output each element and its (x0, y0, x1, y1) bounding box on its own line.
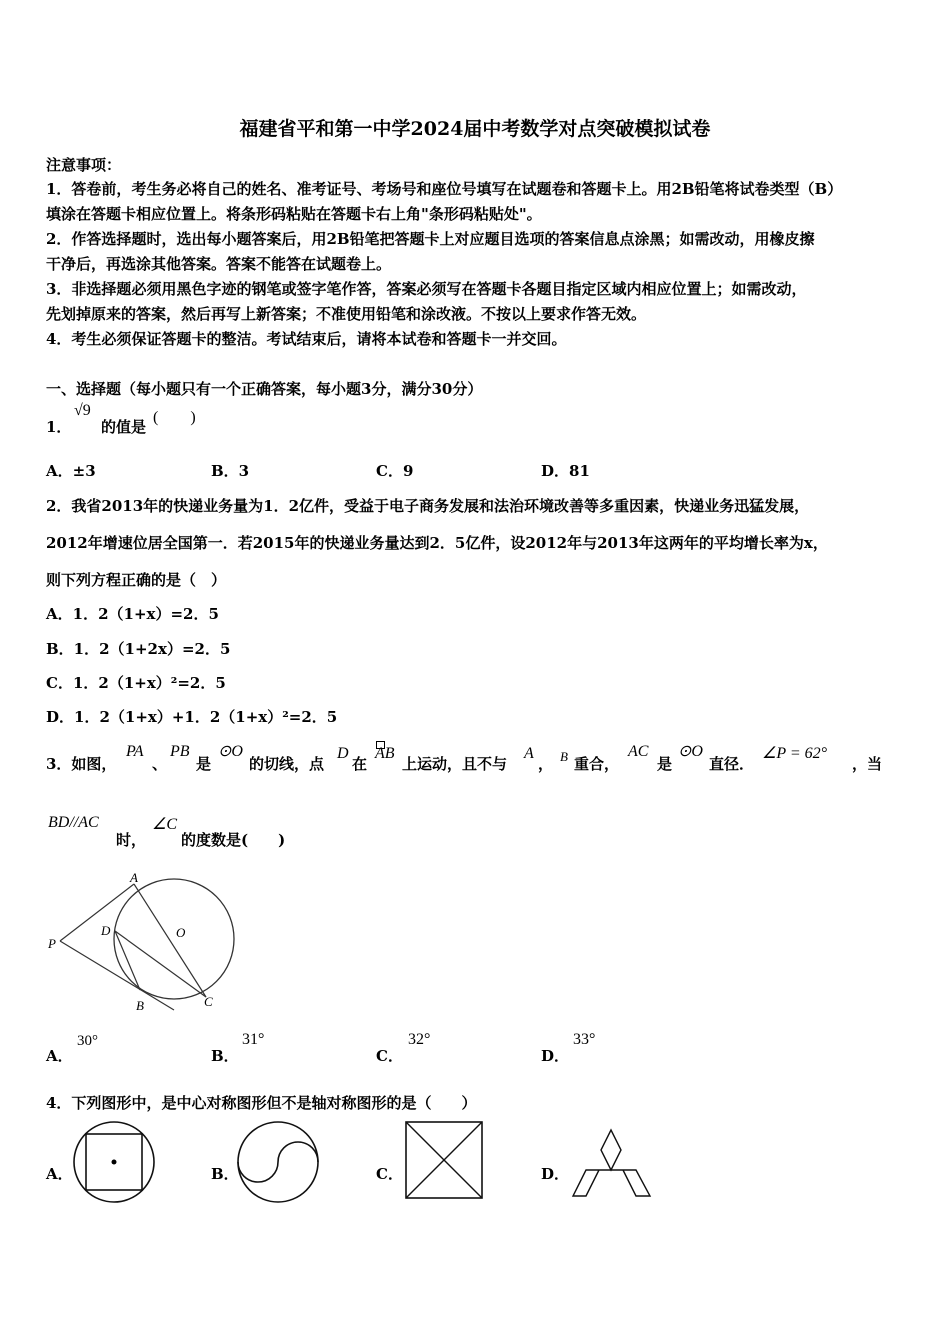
q3-circle-o: ⊙O (678, 743, 703, 760)
q3-angle-p: ∠P = 62° (762, 745, 828, 762)
q1-paren: ( ) (153, 409, 196, 426)
q1-radical: √9 (74, 402, 91, 419)
q2-option-b: B．1．2（1+2x）=2．5 (46, 640, 231, 658)
q4-option-c-letter: C． (376, 1165, 403, 1183)
circle-o (114, 879, 234, 999)
q2-stem-line: 2012年增速位居全国第一．若2015年的快递业务量达到2．5亿件，设2012年与2013年这两年的平均增长率为x， (46, 534, 828, 552)
section-heading: 一、选择题（每小题只有一个正确答案，每小题3分，满分30分） (46, 380, 483, 398)
yin-yang-curve-icon (236, 1120, 320, 1204)
q3-text: 是 (657, 755, 673, 773)
arc-mark-icon (376, 741, 385, 749)
notice-line: 3．非选择题必须用黑色字迹的钢笔或签字笔作答，答案必须写在答题卡各题目指定区域内相应位置上；如需改动， (46, 280, 807, 298)
label-o: O (176, 925, 186, 940)
label-c: C (204, 994, 213, 1009)
q2-stem-line: 2．我省2013年的快递业务量为1．2亿件，受益于电子商务发展和法治环境改善等多重因素，快递业务迅猛发展， (46, 497, 810, 515)
q3-option-b-letter: B． (211, 1047, 239, 1065)
q3-text: 上运动，且不与 (402, 755, 508, 773)
q4-option-d-letter: D． (541, 1165, 570, 1183)
label-p: P (48, 936, 56, 951)
q1-stem: 的值是 (101, 418, 147, 436)
q3-option-d-value: 33° (573, 1031, 596, 1048)
q3-option-c-letter: C． (376, 1047, 403, 1065)
square-diagonals-icon (405, 1121, 485, 1201)
q3-figure (40, 868, 250, 1018)
q3-comma: ， (538, 755, 554, 773)
q3-bd-ac: BD//AC (48, 814, 99, 831)
tangent-pa (60, 884, 134, 941)
notice-line: 1．答卷前，考生务必将自己的姓名、准考证号、考场号和座位号填写在试题卷和答题卡上。用2B铅笔将试卷类型（B） (46, 180, 843, 198)
q3-text: ，当 (852, 755, 883, 773)
q2-option-d: D．1．2（1+x）+1．2（1+x）²=2．5 (46, 708, 338, 726)
q3-sep: 、 (152, 755, 168, 773)
page-title: 福建省平和第一中学2024届中考数学对点突破模拟试卷 (239, 118, 711, 140)
q3-text: 在 (352, 755, 368, 773)
q1-number: 1． (46, 418, 72, 436)
q3-d: D (337, 745, 349, 762)
q1-option-d: D．81 (541, 462, 590, 480)
q2-stem-line: 则下列方程正确的是（ ） (46, 571, 227, 589)
notice-line: 4．考生必须保证答题卡的整洁。考试结束后，请将本试卷和答题卡一并交回。 (46, 330, 567, 348)
q1-option-c: C．9 (376, 462, 414, 480)
q3-text: 直径． (709, 755, 755, 773)
notice-line: 干净后，再选涂其他答案。答案不能答在试题卷上。 (46, 255, 392, 273)
q2-option-c: C．1．2（1+x）²=2．5 (46, 674, 226, 692)
q2-option-a: A．1．2（1+x）=2．5 (46, 605, 219, 623)
notice-line: 2．作答选择题时，选出每小题答案后，用2B铅笔把答题卡上对应题目选项的答案信息点涂黑；如需改动，用橡皮擦 (46, 230, 815, 248)
three-diamonds-icon (570, 1128, 656, 1200)
q3-pb: PB (170, 743, 190, 760)
q3-angle-c: ∠C (152, 816, 178, 833)
q3-option-b-value: 31° (242, 1031, 265, 1048)
label-a: A (130, 870, 138, 885)
q3-option-d-letter: D． (541, 1047, 570, 1065)
q3-number: 3．如图， (46, 755, 117, 773)
q3-text: 时， (116, 831, 147, 849)
q1-option-b: B．3 (211, 462, 250, 480)
q3-b: B (560, 749, 568, 764)
q3-option-c-value: 32° (408, 1031, 431, 1048)
q3-text: 的度数是( ) (181, 831, 286, 849)
circle-square-dot-icon (72, 1120, 156, 1204)
diameter-ac (134, 884, 206, 997)
q3-arc-ab: AB (375, 745, 395, 762)
q4-option-a-letter: A． (46, 1165, 73, 1183)
q3-circle-o: ⊙O (218, 743, 243, 760)
label-b: B (136, 998, 144, 1013)
notice-line: 先划掉原来的答案，然后再写上新答案；不准使用铅笔和涂改液。不按以上要求作答无效。 (46, 305, 647, 323)
tangent-pb (60, 941, 174, 1010)
q3-ac: AC (628, 743, 649, 760)
label-d: D (101, 923, 111, 938)
q4-stem: 4．下列图形中，是中心对称图形但不是轴对称图形的是（ ） (46, 1094, 477, 1112)
q3-text: 的切线，点 (249, 755, 325, 773)
q3-text: 重合， (574, 755, 620, 773)
q3-pa: PA (126, 743, 144, 760)
q3-option-a-letter: A． (46, 1047, 73, 1065)
q4-option-b-letter: B． (211, 1165, 239, 1183)
q3-option-a-value: 30° (77, 1033, 98, 1049)
q1-option-a: A．±3 (46, 462, 96, 480)
q3-a: A (524, 745, 534, 762)
notice-line: 填涂在答题卡相应位置上。将条形码粘贴在答题卡右上角"条形码粘贴处"。 (46, 205, 542, 223)
q3-text: 是 (196, 755, 212, 773)
notice-heading: 注意事项： (46, 156, 122, 174)
